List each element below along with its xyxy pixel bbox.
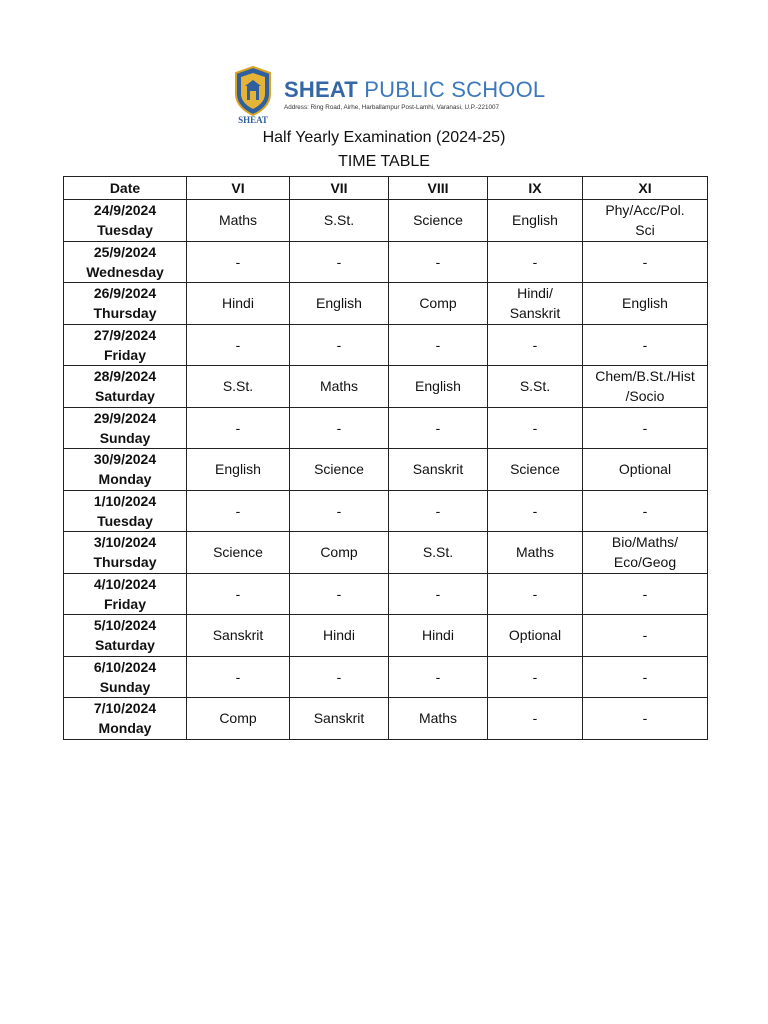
subject-cell — [389, 532, 488, 574]
subject-text: - — [336, 585, 342, 602]
exam-day: Thursday — [93, 305, 157, 322]
subject-text: Comp — [320, 544, 358, 561]
subject-text: Science — [413, 212, 463, 229]
table-row — [64, 573, 708, 615]
subject-cell — [488, 573, 583, 615]
subject-cell — [290, 532, 389, 574]
table-row — [64, 698, 708, 740]
exam-date: 5/10/2024 — [93, 617, 157, 634]
timetable-title: TIME TABLE — [338, 153, 430, 170]
subject-text: Chem/B.St./Hist — [595, 368, 695, 385]
subject-cell — [583, 283, 708, 325]
subject-text: - — [642, 419, 648, 436]
subject-cell — [187, 449, 290, 491]
school-logo — [232, 66, 274, 128]
subject-cell — [583, 656, 708, 698]
subject-text: - — [532, 502, 538, 519]
table-row — [64, 490, 708, 532]
date-cell — [64, 615, 187, 657]
subject-text: Sanskrit — [212, 627, 264, 644]
exam-day: Tuesday — [97, 512, 153, 529]
subject-cell — [389, 200, 488, 242]
subject-cell — [488, 698, 583, 740]
date-cell — [64, 366, 187, 408]
subject-cell — [290, 241, 389, 283]
subject-cell — [290, 698, 389, 740]
subject-text: Maths — [319, 378, 359, 395]
date-cell — [64, 449, 187, 491]
subject-text: English — [512, 212, 558, 229]
subject-cell — [583, 449, 708, 491]
subject-cell — [187, 366, 290, 408]
subject-text: Sanskrit — [412, 461, 464, 478]
date-cell — [64, 698, 187, 740]
subject-cell — [583, 241, 708, 283]
subject-text: - — [532, 585, 538, 602]
subject-cell — [488, 449, 583, 491]
subject-text: /Socio — [625, 388, 665, 405]
exam-day: Tuesday — [97, 222, 153, 239]
school-address: Address: Ring Road, Airhe, Harballampur Post-Lamhi, Varanasi, U.P.-221007 — [284, 104, 500, 111]
subject-cell — [187, 532, 290, 574]
school-name — [284, 77, 545, 103]
subject-text: English — [415, 378, 461, 395]
subject-text: Maths — [418, 710, 458, 727]
date-cell — [64, 283, 187, 325]
subject-cell — [290, 200, 389, 242]
subject-text: - — [336, 502, 342, 519]
exam-day: Friday — [103, 595, 146, 612]
subject-cell — [583, 532, 708, 574]
exam-day: Saturday — [95, 388, 155, 405]
subject-cell — [389, 366, 488, 408]
subject-cell — [187, 283, 290, 325]
timetable — [63, 176, 708, 740]
subject-text: Optional — [508, 627, 562, 644]
subject-cell — [488, 490, 583, 532]
subject-text: - — [642, 502, 648, 519]
column-header: VI — [187, 177, 290, 200]
subject-cell — [488, 407, 583, 449]
subject-cell — [290, 573, 389, 615]
column-header: XI — [583, 177, 708, 200]
subject-text: - — [336, 419, 342, 436]
date-cell — [64, 200, 187, 242]
subject-text: - — [435, 585, 441, 602]
subject-text: - — [235, 419, 241, 436]
subject-cell — [389, 698, 488, 740]
subject-text: Optional — [618, 461, 672, 478]
table-row — [64, 449, 708, 491]
subject-text: Comp — [219, 710, 257, 727]
subject-text: Bio/Maths/ — [611, 534, 679, 551]
date-cell — [64, 573, 187, 615]
table-row — [64, 366, 708, 408]
subject-text: Hindi — [422, 627, 454, 644]
subject-cell — [488, 366, 583, 408]
subject-text: English — [215, 461, 261, 478]
date-cell — [64, 324, 187, 366]
subject-cell — [389, 656, 488, 698]
table-header-row — [64, 177, 708, 200]
subject-text: S.St. — [323, 212, 355, 229]
subject-text: - — [235, 253, 241, 270]
exam-date: 1/10/2024 — [93, 492, 157, 509]
logo-text: SHEAT — [238, 115, 268, 125]
subject-cell — [389, 241, 488, 283]
subject-text: Hindi — [222, 295, 254, 312]
exam-date: 6/10/2024 — [93, 658, 157, 675]
subject-cell — [389, 490, 488, 532]
subject-cell — [583, 366, 708, 408]
table-row — [64, 200, 708, 242]
subject-cell — [389, 324, 488, 366]
subject-cell — [290, 490, 389, 532]
exam-date: 24/9/2024 — [93, 202, 157, 219]
subject-text: - — [532, 710, 538, 727]
subject-cell — [187, 324, 290, 366]
subject-text: - — [435, 668, 441, 685]
exam-date: 26/9/2024 — [93, 285, 157, 302]
subject-cell — [290, 283, 389, 325]
exam-day: Wednesday — [86, 263, 164, 280]
subject-cell — [187, 573, 290, 615]
exam-date: 29/9/2024 — [93, 409, 157, 426]
subject-text: S.St. — [422, 544, 454, 561]
subject-cell — [488, 283, 583, 325]
subject-text: - — [642, 627, 648, 644]
subject-text: - — [642, 668, 648, 685]
subject-cell — [187, 407, 290, 449]
subject-text: - — [435, 419, 441, 436]
exam-day: Sunday — [99, 429, 151, 446]
subject-cell — [187, 656, 290, 698]
subject-text: - — [532, 419, 538, 436]
subject-cell — [389, 573, 488, 615]
subject-cell — [389, 449, 488, 491]
table-row — [64, 407, 708, 449]
subject-text: S.St. — [519, 378, 551, 395]
date-cell — [64, 241, 187, 283]
exam-date: 27/9/2024 — [93, 326, 157, 343]
subject-cell — [488, 241, 583, 283]
exam-date: 28/9/2024 — [93, 368, 157, 385]
subject-text: - — [235, 502, 241, 519]
exam-day: Monday — [98, 720, 152, 737]
subject-text: Comp — [419, 295, 457, 312]
column-header: VII — [290, 177, 389, 200]
exam-date: 30/9/2024 — [93, 451, 157, 468]
subject-text: - — [532, 336, 538, 353]
subject-text: Sci — [635, 222, 655, 239]
subject-text: - — [235, 336, 241, 353]
date-cell — [64, 490, 187, 532]
subject-cell — [290, 449, 389, 491]
subject-text: - — [235, 585, 241, 602]
subject-text: - — [435, 253, 441, 270]
exam-day: Saturday — [95, 637, 155, 654]
subject-text: Science — [510, 461, 560, 478]
table-row — [64, 615, 708, 657]
subject-text: Sanskrit — [509, 305, 561, 322]
table-row — [64, 656, 708, 698]
table-row — [64, 532, 708, 574]
subject-cell — [488, 532, 583, 574]
subject-text: Sanskrit — [313, 710, 365, 727]
subject-cell — [290, 615, 389, 657]
subject-cell — [187, 490, 290, 532]
subject-text: - — [642, 253, 648, 270]
exam-day: Sunday — [99, 678, 151, 695]
subject-text: - — [235, 668, 241, 685]
subject-text: - — [336, 336, 342, 353]
subject-cell — [488, 615, 583, 657]
exam-date: 4/10/2024 — [93, 575, 157, 592]
subject-cell — [488, 656, 583, 698]
subject-text: - — [642, 585, 648, 602]
subject-cell — [583, 698, 708, 740]
subject-cell — [389, 407, 488, 449]
subject-text: - — [532, 668, 538, 685]
subject-text: - — [642, 336, 648, 353]
subject-text: Maths — [515, 544, 555, 561]
subject-text: - — [532, 253, 538, 270]
subject-text: - — [435, 502, 441, 519]
subject-cell — [290, 324, 389, 366]
subject-cell — [187, 698, 290, 740]
subject-text: - — [336, 253, 342, 270]
date-cell — [64, 532, 187, 574]
subject-text: Eco/Geog — [613, 554, 677, 571]
exam-date: 3/10/2024 — [93, 534, 157, 551]
subject-cell — [187, 241, 290, 283]
subject-text: English — [316, 295, 362, 312]
subject-cell — [290, 407, 389, 449]
subject-text: Maths — [218, 212, 258, 229]
column-header: VIII — [389, 177, 488, 200]
subject-text: Hindi/ — [517, 285, 553, 302]
table-row — [64, 241, 708, 283]
school-header — [0, 64, 768, 128]
subject-cell — [488, 200, 583, 242]
table-row — [64, 283, 708, 325]
exam-date: 7/10/2024 — [93, 700, 157, 717]
subject-text: - — [435, 336, 441, 353]
subject-cell — [583, 490, 708, 532]
subject-cell — [583, 615, 708, 657]
exam-day: Thursday — [93, 554, 157, 571]
subject-cell — [583, 573, 708, 615]
subject-cell — [583, 200, 708, 242]
subject-text: S.St. — [222, 378, 254, 395]
subject-text: - — [336, 668, 342, 685]
subject-text: Hindi — [323, 627, 355, 644]
column-header: Date — [64, 177, 187, 200]
date-cell — [64, 407, 187, 449]
exam-day: Monday — [98, 471, 152, 488]
column-header: IX — [488, 177, 583, 200]
subject-text: English — [622, 295, 668, 312]
subject-cell — [290, 656, 389, 698]
subject-cell — [389, 615, 488, 657]
exam-date: 25/9/2024 — [93, 243, 157, 260]
subject-cell — [488, 324, 583, 366]
school-name-secondary: PUBLIC SCHOOL — [364, 77, 546, 102]
subject-text: Science — [314, 461, 364, 478]
subject-cell — [583, 407, 708, 449]
subject-text: Phy/Acc/Pol. — [605, 202, 685, 219]
school-name-primary: SHEAT — [284, 77, 358, 102]
exam-title: Half Yearly Examination (2024-25) — [262, 129, 506, 146]
date-cell — [64, 656, 187, 698]
subject-cell — [187, 200, 290, 242]
subject-text: - — [642, 710, 648, 727]
subject-cell — [389, 283, 488, 325]
subject-cell — [583, 324, 708, 366]
table-row — [64, 324, 708, 366]
subject-text: Science — [213, 544, 263, 561]
subject-cell — [290, 366, 389, 408]
subject-cell — [187, 615, 290, 657]
exam-day: Friday — [103, 346, 146, 363]
